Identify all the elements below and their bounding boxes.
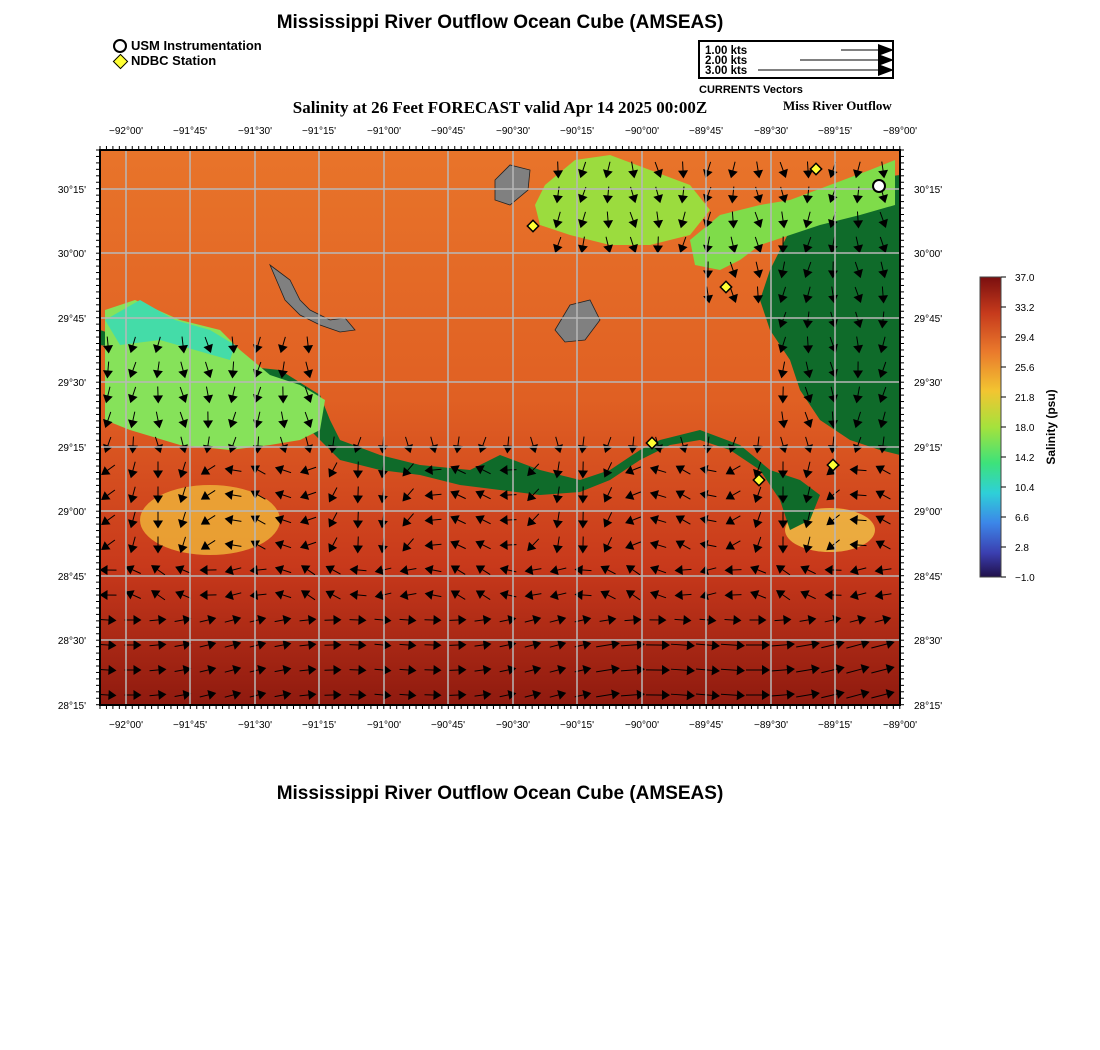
lat-tick-label: 30°15' [57,185,86,196]
vector-legend-row: 3.00 kts [705,65,748,77]
lon-tick-label: −90°30' [496,126,530,137]
legend-ndbc-label: NDBC Station [131,53,217,68]
lon-tick-label: −90°45' [431,720,465,731]
lon-tick-label: −91°45' [173,720,207,731]
lat-tick-label: 29°45' [57,314,86,325]
lon-tick-label: −89°30' [754,126,788,137]
lon-ticks-top [109,126,917,137]
lat-tick-label: 30°00' [57,249,86,260]
map-region-label: Miss River Outflow [783,98,892,113]
lat-tick-label: 28°30' [914,636,943,647]
colorbar-tick-label: 18.0 [1015,423,1035,434]
lon-tick-label: −91°00' [367,720,401,731]
colorbar-tick-label: 10.4 [1015,483,1035,494]
lon-tick-label: −89°45' [689,126,723,137]
lat-tick-label: 29°30' [57,378,86,389]
lon-tick-label: −91°15' [302,126,336,137]
lon-tick-label: −91°30' [238,126,272,137]
lon-tick-label: −90°00' [625,720,659,731]
lon-tick-label: −89°30' [754,720,788,731]
colorbar-tick-label: 14.2 [1015,453,1035,464]
lat-tick-label: 28°45' [914,572,943,583]
colorbar [980,277,1001,577]
lon-tick-label: −89°45' [689,720,723,731]
colorbar-tick-label: −1.0 [1015,573,1035,584]
lat-tick-label: 30°00' [914,249,943,260]
lat-ticks-left [58,185,86,712]
lon-tick-label: −90°45' [431,126,465,137]
lon-tick-label: −91°30' [238,720,272,731]
usm-instrument-marker [873,180,885,192]
lon-tick-label: −89°15' [818,126,852,137]
lon-tick-label: −91°15' [302,720,336,731]
lon-tick-label: −89°15' [818,720,852,731]
map-subtitle: Salinity at 26 Feet FORECAST valid Apr 14 2025 00:00Z [292,98,708,117]
colorbar-tick-label: 37.0 [1015,273,1035,284]
figure-title-bottom: Mississippi River Outflow Ocean Cube (AMSEAS) [276,783,724,804]
colorbar-ticks [1001,273,1035,584]
lon-tick-label: −89°00' [883,126,917,137]
lat-tick-label: 28°15' [57,701,86,712]
lon-tick-label: −91°00' [367,126,401,137]
lon-tick-label: −92°00' [109,126,143,137]
vector-legend-row: 2.00 kts [705,55,748,67]
lon-tick-label: −90°00' [625,126,659,137]
legend-usm-label: USM Instrumentation [131,38,262,53]
lat-tick-label: 29°15' [57,443,86,454]
colorbar-tick-label: 29.4 [1015,333,1035,344]
lat-tick-label: 29°00' [914,507,943,518]
lon-tick-label: −92°00' [109,720,143,731]
lat-tick-label: 29°15' [914,443,943,454]
lon-tick-label: −90°15' [560,720,594,731]
colorbar-tick-label: 33.2 [1015,303,1035,314]
colorbar-label: Salinity (psu) [1044,389,1058,465]
colorbar-tick-label: 6.6 [1015,513,1029,524]
vector-legend-caption: CURRENTS Vectors [699,84,803,96]
colorbar-tick-label: 25.6 [1015,363,1035,374]
lat-tick-label: 30°15' [914,185,943,196]
lat-tick-label: 29°00' [57,507,86,518]
lon-tick-label: −91°45' [173,126,207,137]
colorbar-tick-label: 2.8 [1015,543,1029,554]
lat-tick-label: 28°30' [57,636,86,647]
lat-tick-label: 29°45' [914,314,943,325]
lon-tick-label: −90°15' [560,126,594,137]
lat-tick-label: 29°30' [914,378,943,389]
colorbar-tick-label: 21.8 [1015,393,1035,404]
figure-title: Mississippi River Outflow Ocean Cube (AMSEAS) [276,12,724,33]
lat-tick-label: 28°45' [57,572,86,583]
lon-ticks-bottom [109,720,917,731]
vector-legend-row: 1.00 kts [705,45,748,57]
lat-ticks-right [914,185,942,712]
lon-tick-label: −89°00' [883,720,917,731]
lat-tick-label: 28°15' [914,701,943,712]
lon-tick-label: −90°30' [496,720,530,731]
